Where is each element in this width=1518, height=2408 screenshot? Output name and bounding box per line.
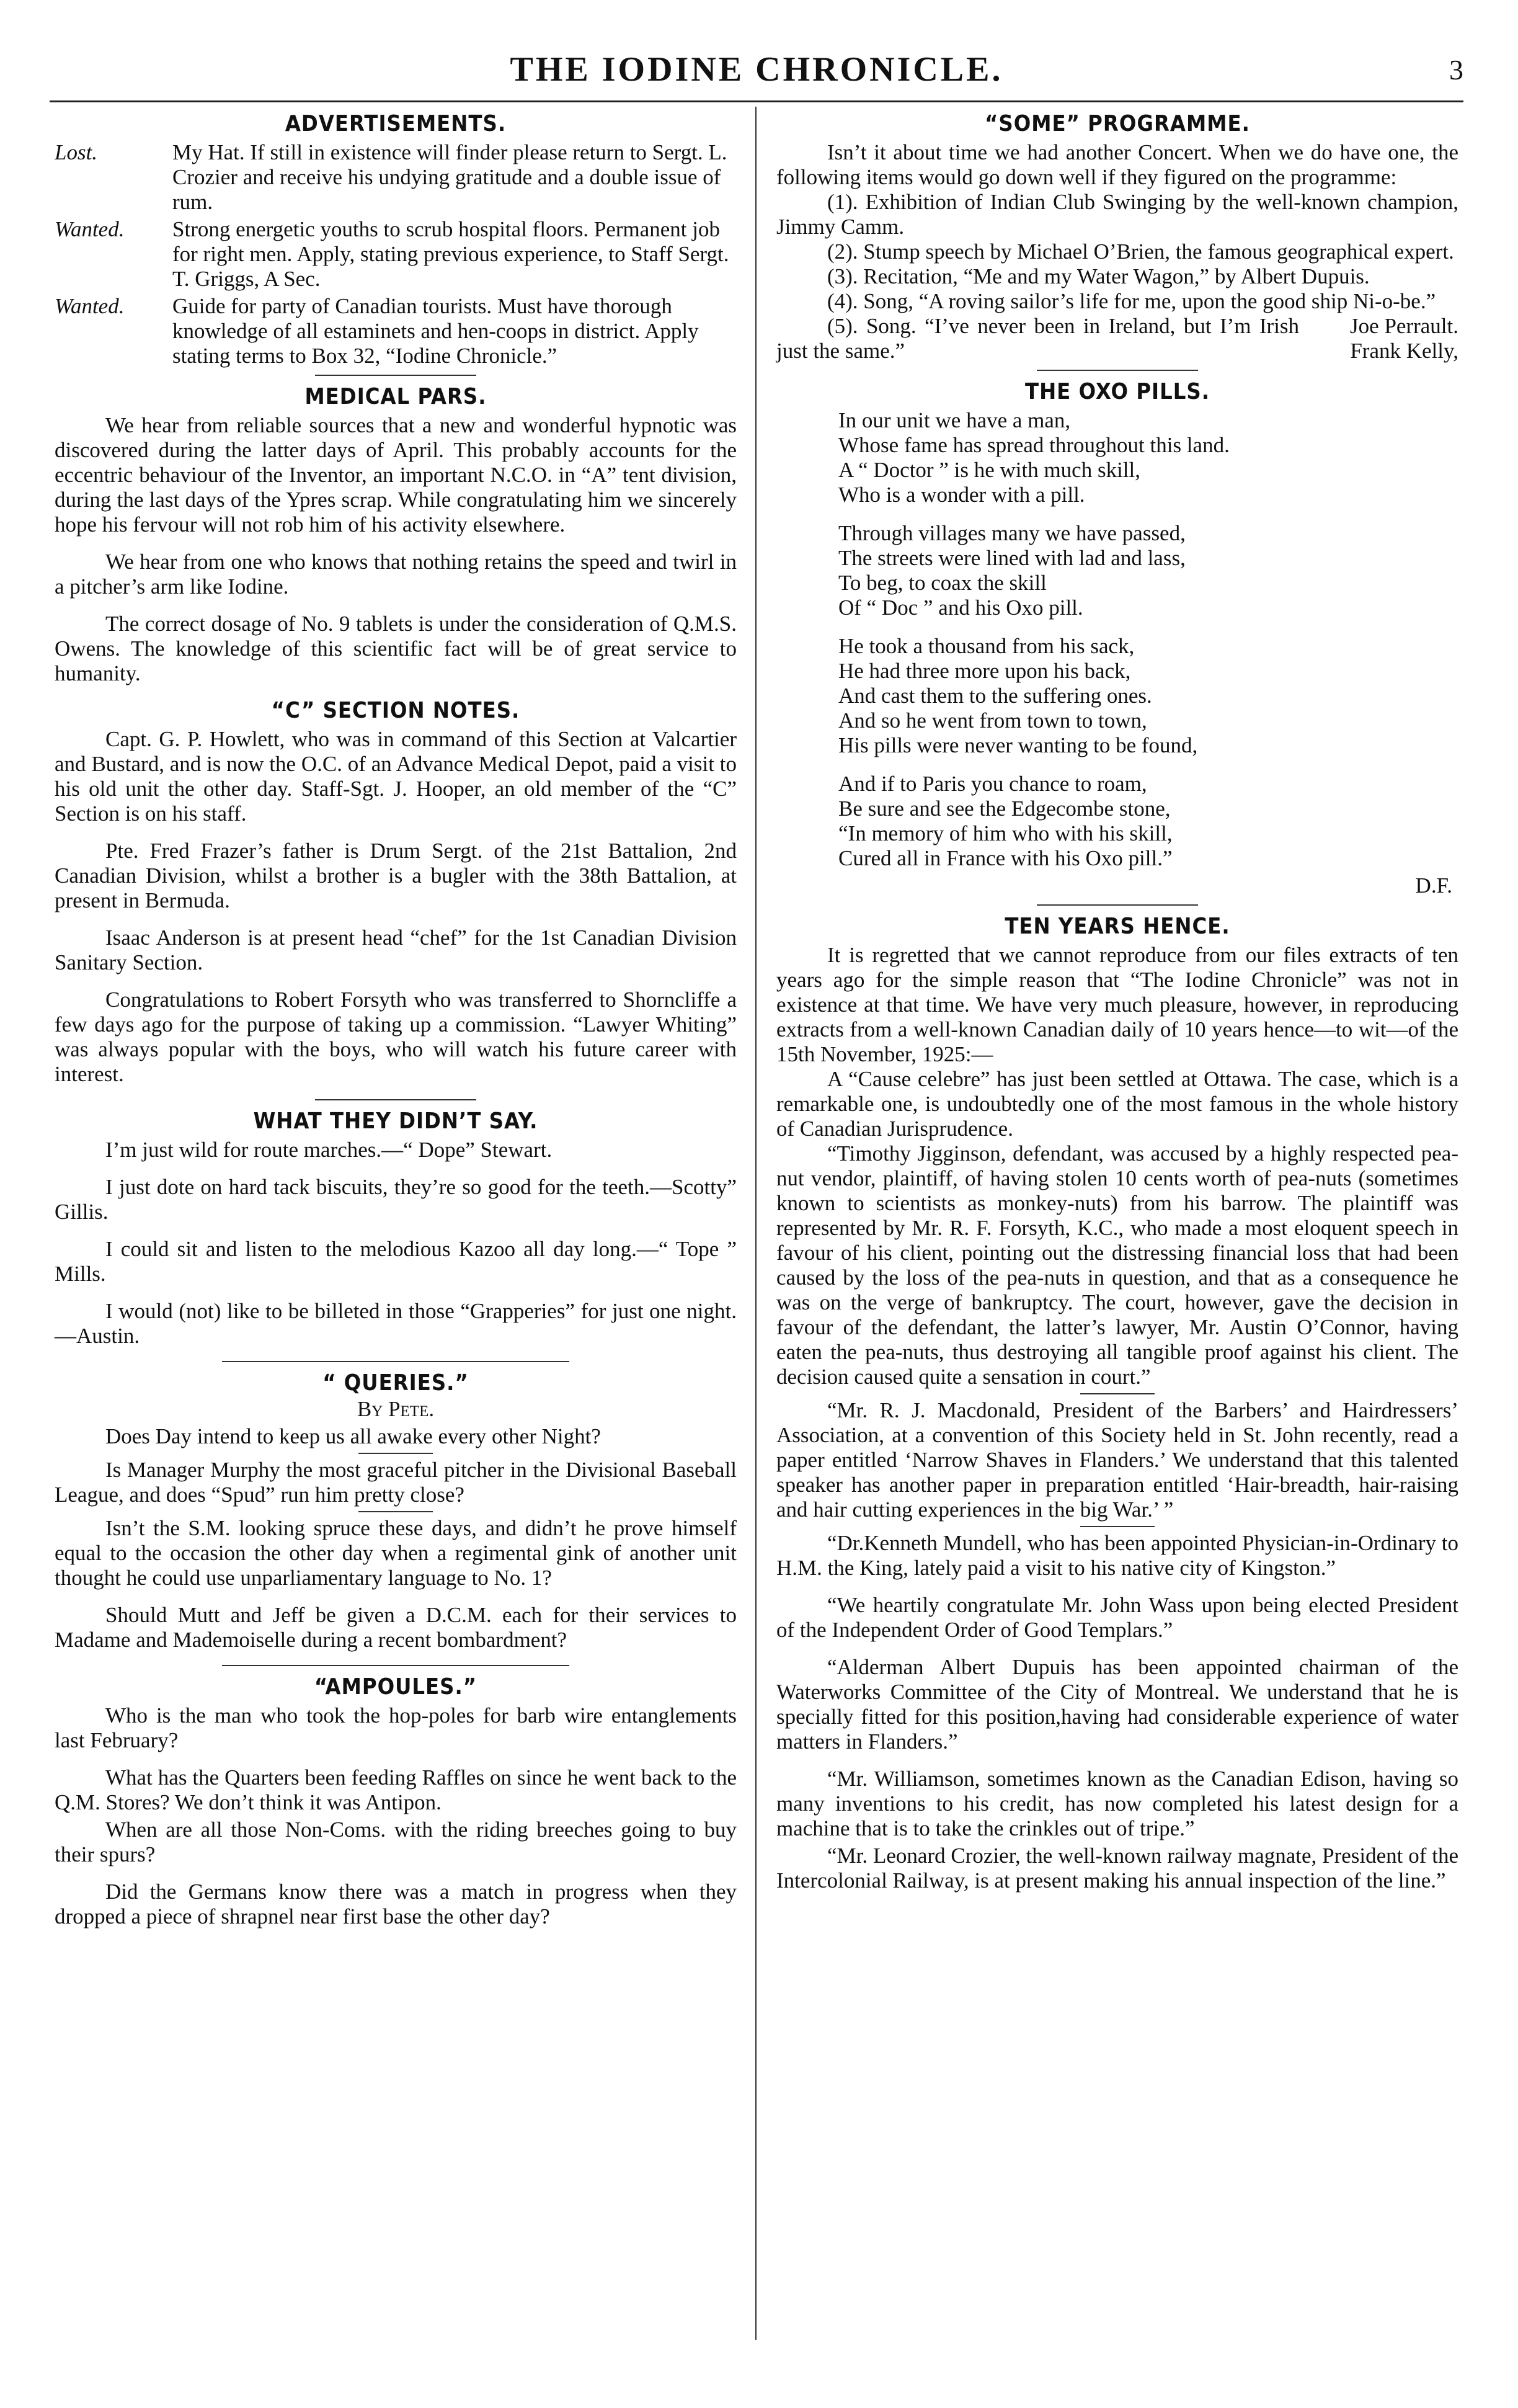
poem-line: “In memory of him who with his skill,: [838, 821, 1173, 845]
item-divider: [1080, 1526, 1155, 1527]
column-divider: [755, 107, 757, 2340]
programme-item-text: (4). Song, “A roving sailor’s life for me, upon the good ship Ni-o-be.”: [827, 289, 1436, 313]
query-paragraph: Did the Germans know there was a match in progress when they dropped a piece of shrapnel near first base the other day?: [55, 1880, 737, 1929]
poem-stanza: [838, 772, 1458, 871]
article-paragraph: Capt. G. P. Howlett, who was in command of this Section at Valcartier and Bustard, and is now the O.C. of an Advance Medical Depot, paid a visit to his old unit the other day. Staff-Sgt. J. Hooper, an old member of the “C” Section is on his staff.: [55, 727, 737, 826]
article-paragraph: “Mr. Leonard Crozier, the well-known railway magnate, President of the Intercolonial Railway, is at present making his annual inspection of the line.”: [776, 1844, 1458, 1893]
masthead-rule: [50, 100, 1463, 102]
article-paragraph: We hear from reliable sources that a new and wonderful hypnotic was discovered during the latter days of April. This probably accounts for the eccentric behaviour of the Inventor, an important N.C.O. in “A” tent division, during the last days of the Ypres scrap. While congratulating him we sincerely hope his fervour will not rob him of his activity elsewhere.: [55, 413, 737, 537]
medical-pars-heading: MEDICAL PARS.: [304, 384, 487, 409]
ad-label: Wanted.: [55, 217, 125, 241]
poem-line: And cast them to the suffering ones.: [838, 684, 1152, 708]
item-divider: [1080, 1393, 1155, 1394]
ad-text: My Hat. If still in existence will finder please return to Sergt. L. Crozier and receive his undying gratitude and a double issue of rum.: [172, 140, 727, 214]
programme-item-text: (3). Recitation, “Me and my Water Wagon,” by Albert Dupuis.: [827, 264, 1370, 288]
ampoules-heading: “AMPOULES.”: [314, 1674, 477, 1700]
article-paragraph: It is regretted that we cannot reproduce from our files extracts of ten years ago for the simple reason that “The Iodine Chronicle” was not in existence at that time. We have very much pleasure, however, in reproducing extracts from a well-known Canadian daily of 10 years hence—to wit—of the 15th November, 1925:—: [776, 943, 1458, 1066]
quote-paragraph: I could sit and listen to the melodious Kazoo all day long.—“ Tope ” Mills.: [55, 1237, 737, 1286]
some-programme-heading: “SOME” PROGRAMME.: [985, 111, 1250, 136]
poem-line: And if to Paris you chance to roam,: [838, 772, 1147, 796]
poem-line: Cured all in France with his Oxo pill.”: [838, 846, 1173, 870]
query-paragraph: What has the Quarters been feeding Raffles on since he went back to the Q.M. Stores? We don’t think it was Antipon.: [55, 1765, 737, 1814]
programme-item: [776, 264, 1458, 289]
programme-item-text: (2). Stump speech by Michael O’Brien, the famous geographical expert.: [827, 239, 1454, 264]
article-paragraph: We hear from one who knows that nothing retains the speed and twirl in a pitcher’s arm like Iodine.: [55, 550, 737, 599]
advertisements-heading: ADVERTISEMENTS.: [285, 111, 507, 136]
ad-text: Strong energetic youths to scrub hospital floors. Permanent job for right men. Apply, stating previous experience, to Staff Sergt. T. Griggs, A Sec.: [172, 217, 729, 291]
quote-paragraph: I would (not) like to be billeted in those “Grapperies” for just one night.—Austin.: [55, 1299, 737, 1348]
ad-label: Lost.: [55, 140, 98, 164]
advertisement-item: [55, 217, 737, 292]
article-paragraph: Pte. Fred Frazer’s father is Drum Sergt. of the 21st Battalion, 2nd Canadian Division, whilst a brother is a bugler with the 38th Battalion, at present in Bermuda.: [55, 839, 737, 912]
poem-line: A “ Doctor ” is he with much skill,: [838, 458, 1141, 482]
poem-line: Who is a wonder with a pill.: [838, 483, 1085, 507]
poem-line: And so he went from town to town,: [838, 708, 1147, 733]
article-paragraph: The correct dosage of No. 9 tablets is under the consideration of Q.M.S. Owens. The knowledge of this scientific fact will be of great service to humanity.: [55, 612, 737, 685]
article-paragraph: “Timothy Jigginson, defendant, was accused by a highly respected pea-nut vendor, plaintiff, of having stolen 10 cents worth of pea-nuts (sometimes known to scientists as monkey-nuts) from his barrow. The plaintiff was represented by Mr. R. F. Forsyth, K.C., who made a most eloquent speech in favour of his client, pointing out the distressing financial loss that had been caused by the loss of the pea-nuts in question, and that as a consequence he was on the verge of bankruptcy. The court, however, gave the decision in favour of the defendant, the latter’s lawyer, Mr. Austin O’Connor, having eaten the pea-nuts, thus destroying all tangible proof against his client. The decision caused quite a sensation in court.”: [776, 1141, 1458, 1389]
query-paragraph: Does Day intend to keep us all awake every other Night?: [105, 1424, 601, 1448]
article-paragraph: Isaac Anderson is at present head “chef” for the 1st Canadian Division Sanitary Section.: [55, 925, 737, 974]
programme-item-text: (1). Exhibition of Indian Club Swinging by the well-known champion, Jimmy Camm.: [776, 190, 1458, 239]
queries-byline: By Pete.: [357, 1397, 435, 1421]
programme-item: [776, 289, 1458, 338]
poem-line: To beg, to coax the skill: [838, 571, 1047, 595]
ad-text: Guide for party of Canadian tourists. Must have thorough knowledge of all estaminets and hen-coops in district. Apply stating terms to Box 32, “Iodine Chronicle.”: [172, 294, 699, 368]
query-divider: [358, 1453, 433, 1454]
poem-line: Be sure and see the Edgecombe stone,: [838, 796, 1171, 821]
poem-line: His pills were never wanting to be found,: [838, 733, 1198, 757]
poem-line: Whose fame has spread throughout this land.: [838, 433, 1230, 457]
programme-performer: Frank Kelly,: [1350, 339, 1458, 363]
poem-stanza: [838, 521, 1458, 620]
query-paragraph: Should Mutt and Jeff be given a D.C.M. each for their services to Madame and Mademoiselle during a recent bombardment?: [55, 1603, 737, 1652]
article-paragraph: Congratulations to Robert Forsyth who was transferred to Shorncliffe a few days ago for the purpose of taking up a commission. “Lawyer Whiting” was always popular with the boys, who will watch his future career with interest.: [55, 988, 737, 1086]
article-paragraph: “Dr.Kenneth Mundell, who has been appointed Physician-in-Ordinary to H.M. the King, lately paid a visit to his native city of Kingston.”: [776, 1531, 1458, 1580]
article-paragraph: “Alderman Albert Dupuis has been appointed chairman of the Waterworks Committee of the City of Montreal. We understand that he is specially fitted for this position,having had considerable experience of water matters in Flanders.”: [776, 1655, 1458, 1754]
article-paragraph: “Mr. Williamson, sometimes known as the Canadian Edison, having so many inventions to his credit, has now completed his latest design for a machine that is to take the crinkles out of tripe.”: [776, 1767, 1458, 1840]
poem-line: He took a thousand from his sack,: [838, 634, 1135, 658]
programme-item: [776, 190, 1458, 239]
section-divider: [315, 375, 476, 376]
article-paragraph: “Mr. R. J. Macdonald, President of the Barbers’ and Hairdressers’ Association, at a convention of this Society held in St. John recently, read a paper entitled ‘Narrow Shaves in Flanders.’ We understand that this talented speaker has another paper in preparation entitled ‘Hair-breadth, hair-raising and hair cutting experiences in the big War.’ ”: [776, 1398, 1458, 1522]
quote-paragraph: I’m just wild for route marches.—“ Dope” Stewart.: [105, 1138, 553, 1162]
section-divider: [222, 1665, 569, 1666]
query-paragraph: When are all those Non-Coms. with the riding breeches going to buy their spurs?: [55, 1817, 737, 1866]
advertisement-item: [55, 140, 737, 215]
query-paragraph: Who is the man who took the hop-poles for barb wire entanglements last February?: [55, 1703, 737, 1752]
section-divider: [1037, 904, 1198, 906]
programme-item-text: (5). Song. “I’ve never been in Ireland, but I’m Irish just the same.”: [776, 314, 1300, 363]
advertisement-item: [55, 294, 737, 368]
quote-paragraph: I just dote on hard tack biscuits, they’re so good for the teeth.—Scotty” Gillis.: [55, 1175, 737, 1224]
programme-performer: Joe Perrault.: [1350, 314, 1458, 338]
section-divider: [222, 1361, 569, 1362]
poem: [838, 408, 1458, 871]
c-section-heading: “C” SECTION NOTES.: [271, 698, 520, 723]
left-column: [55, 107, 737, 1942]
poem-signature: D.F.: [1415, 873, 1452, 898]
section-divider: [315, 1099, 476, 1100]
masthead: [50, 50, 1463, 105]
ten-years-hence-heading: TEN YEARS HENCE.: [1005, 914, 1230, 939]
poem-line: The streets were lined with lad and lass,: [838, 546, 1186, 570]
queries-heading: “ QUERIES.”: [322, 1370, 469, 1396]
what-they-didnt-say-heading: WHAT THEY DIDN’T SAY.: [253, 1108, 538, 1134]
query-paragraph: Isn’t the S.M. looking spruce these days, and didn’t he prove himself equal to the occasion the other day when a regimental gink of another unit thought he could use unparliamentary language to No. 1?: [55, 1516, 737, 1590]
programme-intro: Isn’t it about time we had another Concert. When we do have one, the following items would go down well if they figured on the programme:: [776, 140, 1458, 189]
page-number: 3: [1449, 54, 1463, 86]
poem-line: He had three more upon his back,: [838, 659, 1131, 683]
programme-item: [776, 239, 1458, 264]
oxo-pills-heading: THE OXO PILLS.: [1024, 379, 1210, 404]
query-divider: [358, 1511, 433, 1512]
poem-line: Through villages many we have passed,: [838, 521, 1186, 545]
poem-line: In our unit we have a man,: [838, 408, 1071, 432]
poem-line: Of “ Doc ” and his Oxo pill.: [838, 595, 1083, 620]
article-paragraph: “We heartily congratulate Mr. John Wass upon being elected President of the Independent Order of Good Templars.”: [776, 1593, 1458, 1642]
ad-label: Wanted.: [55, 294, 125, 318]
section-divider: [1037, 370, 1198, 371]
poem-stanza: [838, 634, 1458, 758]
newspaper-title: THE IODINE CHRONICLE.: [510, 50, 1003, 89]
poem-stanza: [838, 408, 1458, 507]
query-paragraph: Is Manager Murphy the most graceful pitcher in the Divisional Baseball League, and does “Spud” run him pretty close?: [55, 1458, 737, 1507]
right-column: [776, 107, 1458, 1906]
article-paragraph: A “Cause celebre” has just been settled at Ottawa. The case, which is a remarkable one, is undoubtedly one of the most famous in the whole history of Canadian Jurisprudence.: [776, 1067, 1458, 1141]
